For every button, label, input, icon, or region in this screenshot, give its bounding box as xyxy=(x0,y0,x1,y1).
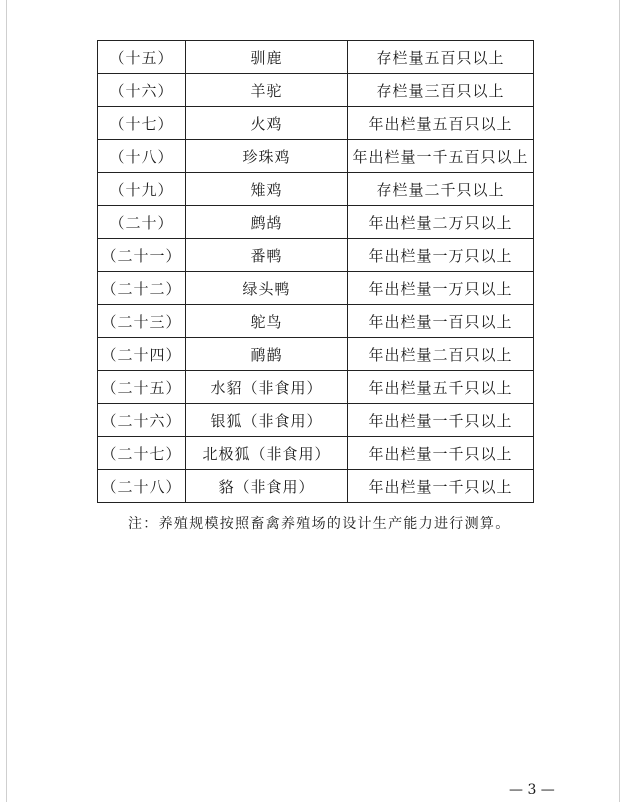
table-row xyxy=(98,107,534,140)
row-number-cell: （二十一） xyxy=(98,239,186,272)
row-number-cell: （十七） xyxy=(98,107,186,140)
breeding-scale-cell: 年出栏量二百只以上 xyxy=(348,338,534,371)
animal-name-cell: 羊驼 xyxy=(186,74,348,107)
breeding-scale-cell: 年出栏量一千只以上 xyxy=(348,470,534,503)
row-number-cell: （二十七） xyxy=(98,437,186,470)
animal-name-cell: 火鸡 xyxy=(186,107,348,140)
row-number-cell: （十八） xyxy=(98,140,186,173)
breeding-scale-cell: 年出栏量一千五百只以上 xyxy=(348,140,534,173)
breeding-scale-cell: 存栏量二千只以上 xyxy=(348,173,534,206)
animal-name-cell: 貉（非食用） xyxy=(186,470,348,503)
breeding-scale-cell: 年出栏量一万只以上 xyxy=(348,239,534,272)
table-row xyxy=(98,41,534,74)
animal-name-cell: 北极狐（非食用） xyxy=(186,437,348,470)
row-number-cell: （二十六） xyxy=(98,404,186,437)
animal-name-cell: 雉鸡 xyxy=(186,173,348,206)
row-number-cell: （十五） xyxy=(98,41,186,74)
breeding-scale-cell: 年出栏量一千只以上 xyxy=(348,437,534,470)
table-row xyxy=(98,470,534,503)
table-row xyxy=(98,74,534,107)
breeding-scale-cell: 年出栏量五千只以上 xyxy=(348,371,534,404)
animal-name-cell: 珍珠鸡 xyxy=(186,140,348,173)
table-row xyxy=(98,437,534,470)
table-row xyxy=(98,305,534,338)
animal-name-cell: 番鸭 xyxy=(186,239,348,272)
table-row xyxy=(98,206,534,239)
breeding-scale-cell: 年出栏量五百只以上 xyxy=(348,107,534,140)
animal-name-cell: 水貂（非食用） xyxy=(186,371,348,404)
animal-name-cell: 银狐（非食用） xyxy=(186,404,348,437)
row-number-cell: （二十三） xyxy=(98,305,186,338)
breeding-scale-cell: 年出栏量一百只以上 xyxy=(348,305,534,338)
animal-name-cell: 绿头鸭 xyxy=(186,272,348,305)
table-row xyxy=(98,239,534,272)
page-number: — 3 — xyxy=(509,782,555,798)
row-number-cell: （二十八） xyxy=(98,470,186,503)
table-row xyxy=(98,338,534,371)
table-row xyxy=(98,173,534,206)
breeding-scale-cell: 年出栏量一万只以上 xyxy=(348,272,534,305)
table-row xyxy=(98,371,534,404)
table-row xyxy=(98,404,534,437)
animal-name-cell: 鸸鹋 xyxy=(186,338,348,371)
breeding-scale-cell: 存栏量五百只以上 xyxy=(348,41,534,74)
page-edge-right xyxy=(619,0,620,802)
row-number-cell: （二十五） xyxy=(98,371,186,404)
animal-name-cell: 鸵鸟 xyxy=(186,305,348,338)
animal-name-cell: 鹧鸪 xyxy=(186,206,348,239)
row-number-cell: （二十四） xyxy=(98,338,186,371)
row-number-cell: （十六） xyxy=(98,74,186,107)
table-note: 注：养殖规模按照畜禽养殖场的设计生产能力进行测算。 xyxy=(128,516,511,532)
table-body xyxy=(98,41,534,503)
page-edge-left xyxy=(6,0,7,802)
row-number-cell: （二十二） xyxy=(98,272,186,305)
table-row xyxy=(98,140,534,173)
livestock-scale-table xyxy=(97,40,534,503)
breeding-scale-cell: 年出栏量一千只以上 xyxy=(348,404,534,437)
animal-name-cell: 驯鹿 xyxy=(186,41,348,74)
table-row xyxy=(98,272,534,305)
row-number-cell: （二十） xyxy=(98,206,186,239)
breeding-scale-cell: 年出栏量二万只以上 xyxy=(348,206,534,239)
row-number-cell: （十九） xyxy=(98,173,186,206)
breeding-scale-cell: 存栏量三百只以上 xyxy=(348,74,534,107)
